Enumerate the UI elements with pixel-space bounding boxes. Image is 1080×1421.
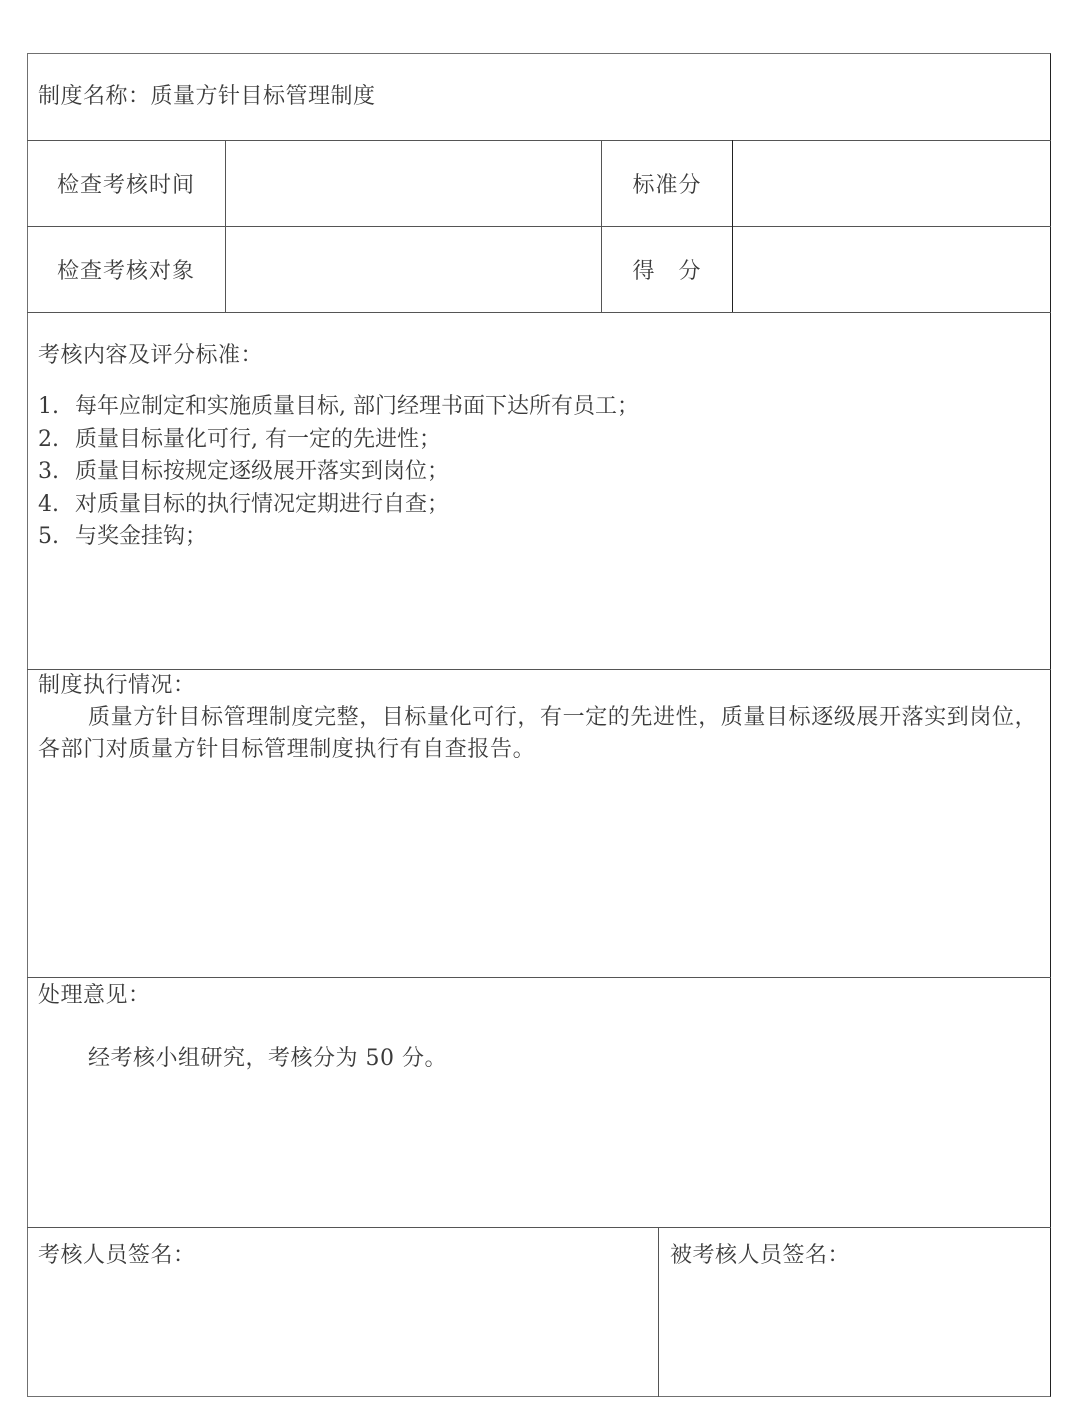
execution-heading: 制度执行情况： <box>38 673 196 698</box>
criteria-item <box>38 521 639 554</box>
item-text: 质量目标量化可行, 有一定的先进性； <box>75 426 441 452</box>
inspection-time-field[interactable] <box>226 140 601 226</box>
assessee-signature-label: 被考核人员签名： <box>670 1243 851 1268</box>
criteria-item <box>38 424 639 457</box>
row-divider <box>27 977 1051 978</box>
execution-text: 质量方针目标管理制度完整，目标量化可行，有一定的先进性，质量目标逐级展开落实到岗位，各部门对质量方针目标管理制度执行有自查报告。 <box>38 705 1038 762</box>
inspection-time-label: 检查考核时间 <box>56 172 195 198</box>
opinion-text: 经考核小组研究，考核分为 50 分。 <box>88 1046 447 1071</box>
item-text: 与奖金挂钩； <box>75 524 208 549</box>
criteria-heading: 考核内容及评分标准： <box>38 343 264 368</box>
row-divider <box>27 1227 1051 1228</box>
assessee-signature-field[interactable] <box>660 1280 1050 1395</box>
assessor-signature-label: 考核人员签名： <box>38 1243 196 1268</box>
criteria-list <box>38 391 639 554</box>
standard-score-label: 标准分 <box>632 172 702 198</box>
score-field[interactable] <box>733 226 1051 312</box>
item-number: 1. <box>38 394 59 419</box>
item-number: 3. <box>38 459 59 484</box>
score-label: 得 分 <box>632 258 702 284</box>
system-name-label: 制度名称： <box>38 84 151 109</box>
opinion-heading: 处理意见： <box>38 983 151 1008</box>
criteria-item <box>38 391 639 424</box>
item-text: 每年应制定和实施质量目标, 部门经理书面下达所有员工； <box>75 394 639 419</box>
item-text: 对质量目标的执行情况定期进行自查； <box>75 491 450 517</box>
inspection-target-field[interactable] <box>226 226 601 312</box>
system-name-value: 质量方针目标管理制度 <box>150 84 376 109</box>
item-number: 2. <box>38 426 59 452</box>
criteria-item <box>38 456 639 489</box>
item-text: 质量目标按规定逐级展开落实到岗位； <box>75 459 450 484</box>
standard-score-field[interactable] <box>733 140 1051 226</box>
inspection-target-label: 检查考核对象 <box>56 258 195 284</box>
system-name-row <box>38 81 376 113</box>
assessor-signature-field[interactable] <box>28 1280 657 1395</box>
column-divider <box>658 1227 659 1397</box>
criteria-item <box>38 489 639 522</box>
item-number: 5. <box>38 524 59 549</box>
item-number: 4. <box>38 491 59 517</box>
row-divider <box>27 312 1051 313</box>
